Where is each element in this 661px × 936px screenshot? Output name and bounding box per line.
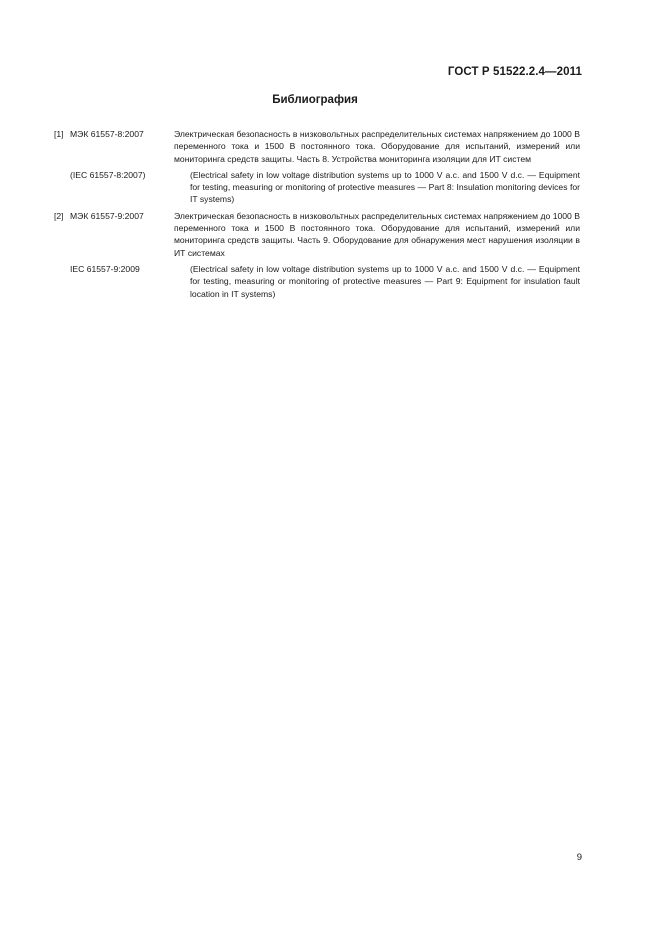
- bibliography-entry-1-original: [54, 169, 580, 206]
- bibliography-entry-2-original: [54, 263, 580, 300]
- entry-number: [2]: [54, 210, 64, 221]
- entry-description: Электрическая безопасность в низковольтных распределительных системах напряжением до 1000 В переменного тока и 1500 В постоянного тока. Оборудование для испытаний, измерений или мониторинга средств защиты. Часть 9. Оборудование для обнаружения мест нарушения изоляции в ИТ системах: [174, 210, 580, 258]
- entry-description: Электрическая безопасность в низковольтных распределительных системах напряжением до 1000 В переменного тока и 1500 В постоянного тока. Оборудование для испытаний, измерений или мониторинга средств защиты. Часть 8. Устройства мониторинга изоляции для ИТ систем: [174, 129, 580, 164]
- entry-standard-code: (IEC 61557-8:2007): [70, 169, 146, 180]
- entry-description: (Electrical safety in low voltage distribution systems up to 1000 V a.c. and 1500 V d.c. — Equipment for testing, measuring or monitoring of protective measures — Part 9: Equipment for insulation fault location in IT systems): [190, 263, 580, 299]
- page-number: 9: [576, 852, 582, 863]
- entry-standard-code: IEC 61557-9:2009: [70, 263, 140, 274]
- entry-standard-code: МЭК 61557-9:2007: [70, 210, 144, 221]
- bibliography-entry-2: [54, 210, 580, 259]
- bibliography-entry-1: [54, 128, 580, 165]
- entry-standard-code: МЭК 61557-8:2007: [70, 129, 144, 139]
- document-code: ГОСТ Р 51522.2.4—2011: [447, 66, 582, 78]
- entry-number: [1]: [54, 129, 64, 139]
- page-title: Библиография: [272, 94, 358, 106]
- entry-description: (Electrical safety in low voltage distribution systems up to 1000 V a.c. and 1500 V d.c. — Equipment for testing, measuring or monitoring of protective measures — Part 8: Insulation monitoring devices for IT systems): [190, 169, 580, 205]
- bibliography-list: [54, 128, 580, 304]
